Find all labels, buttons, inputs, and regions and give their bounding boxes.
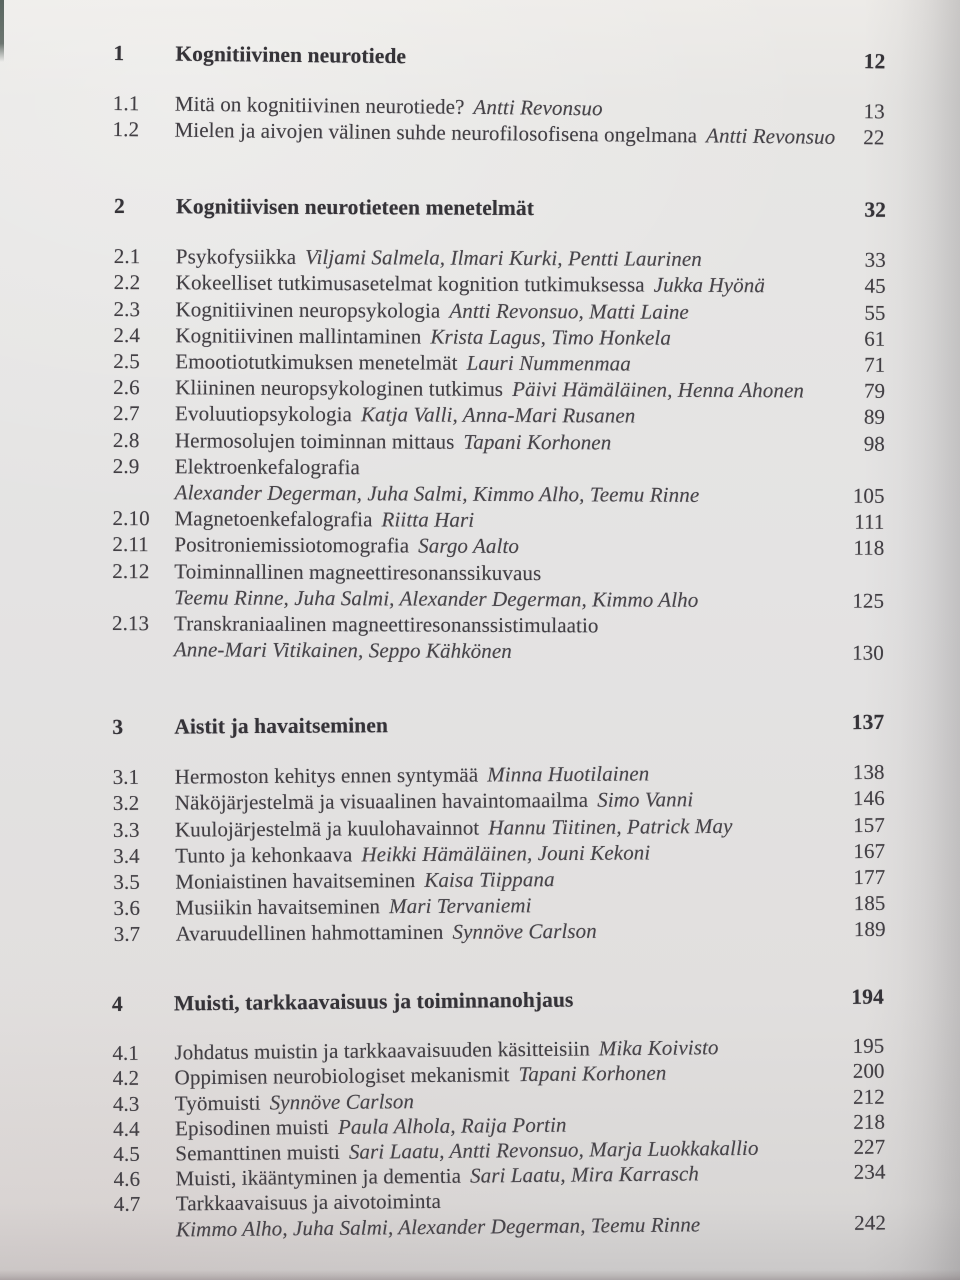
entry-authors: Anne-Mari Vitikainen, Seppo Kähkönen: [173, 637, 512, 663]
section-number: 3: [112, 714, 124, 740]
entry-page-number: 13: [863, 99, 885, 124]
entry-page-number: 71: [864, 352, 886, 377]
entry-page-number: 45: [864, 273, 886, 298]
entry-page-number: 200: [852, 1058, 885, 1083]
entry-authors: Tapani Korhonen: [518, 1060, 667, 1087]
entry-title: Kokeelliset tutkimusasetelmat kognition tutkimuksessa: [175, 270, 645, 297]
entry-page-number: 79: [863, 378, 886, 403]
toc-section: [112, 193, 886, 666]
section-title: Kognitiivisen neurotieteen menetelmät: [176, 193, 535, 220]
toc-section-entries: [112, 90, 885, 151]
entry-number: 4.6: [113, 1166, 141, 1191]
entry-title: Episodinen muisti: [174, 1114, 330, 1140]
entry-authors: Antti Revonsuo: [473, 95, 603, 121]
entry-number: 1.1: [112, 91, 140, 116]
entry-authors: Alexander Degerman, Juha Salmi, Kimmo Alho, Teemu Rinne: [174, 479, 700, 507]
entry-number: 2.10: [112, 505, 150, 531]
entry-title: Avaruudellinen hahmottaminen: [175, 920, 444, 947]
entry-title: Näköjärjestelmä ja visuaalinen havaintomaailma: [174, 788, 589, 816]
entry-number: 4.7: [113, 1191, 141, 1217]
entry-authors: Heikki Hämäläinen, Jouni Kekoni: [361, 840, 651, 867]
entry-title: Tunto ja kehonkaava: [175, 842, 353, 868]
entry-page-number: 189: [853, 917, 886, 942]
section-page-number: 32: [864, 197, 887, 222]
entry-number: 2.7: [113, 401, 140, 426]
entry-page-number: 22: [863, 125, 885, 150]
entry-title-cell: [174, 117, 836, 150]
entry-title: Muisti, ikääntyminen ja dementia: [175, 1163, 462, 1191]
entry-authors: Mika Koivisto: [598, 1035, 719, 1061]
entry-number: 4.2: [112, 1065, 140, 1091]
entry-authors: Simo Vanni: [597, 787, 694, 813]
entry-number: 3.6: [113, 896, 141, 921]
section-page-number: 137: [851, 709, 885, 735]
entry-title: Kliininen neuropsykologinen tutkimus: [175, 375, 504, 401]
section-title: Aistit ja havaitseminen: [174, 713, 389, 739]
photo-corner-artifact: [0, 0, 4, 62]
entry-title-cell: [175, 322, 815, 351]
entry-title-cell: [175, 400, 815, 429]
entry-authors: Jukka Hyönä: [653, 272, 766, 298]
entry-title: Transkraniaalinen magneettiresonanssistimulaatio: [173, 610, 599, 638]
entry-number: 2.4: [113, 322, 141, 347]
entry-title-cell: [175, 348, 815, 377]
entry-page-number: 55: [864, 299, 886, 324]
toc-entry: [113, 452, 885, 482]
toc-entry-authors-line: [112, 583, 884, 613]
entry-authors: Sari Laatu, Mira Karrasch: [469, 1161, 700, 1188]
section-number: 4: [111, 991, 123, 1016]
entry-page-number: 33: [864, 247, 886, 272]
entry-authors: Antti Revonsuo, Matti Laine: [449, 297, 689, 324]
entry-page-number: 157: [853, 812, 886, 837]
entry-page-number: 195: [852, 1033, 885, 1058]
entry-authors: Sargo Aalto: [418, 533, 520, 559]
entry-page-number: 61: [864, 326, 886, 351]
entry-authors: Tapani Korhonen: [463, 428, 612, 454]
entry-number: 3.3: [112, 817, 140, 842]
entry-title-cell: [174, 558, 814, 587]
entry-title: Mitä on kognitiivinen neurotiede?: [174, 91, 465, 120]
toc-entry: [112, 531, 884, 561]
entry-title-cell: [176, 917, 816, 947]
entry-title-cell: [175, 374, 815, 403]
entry-page-number: 212: [852, 1083, 885, 1109]
entry-page-number: 89: [863, 404, 886, 429]
entry-title-cell: [175, 427, 815, 456]
table-of-contents: [113, 40, 885, 1243]
entry-page-number: 130: [852, 640, 884, 665]
entry-number: 4.1: [112, 1040, 140, 1065]
entry-title: Kognitiivinen mallintaminen: [175, 322, 422, 348]
entry-title-cell: [174, 610, 814, 639]
entry-title: Työmuisti: [174, 1089, 261, 1115]
toc-entry: [113, 348, 885, 378]
toc-entry-authors-line: [113, 479, 885, 509]
entry-authors: Minna Huotilainen: [487, 761, 650, 787]
entry-number: 2.13: [111, 610, 150, 635]
toc-entry-authors-line: [112, 636, 884, 666]
entry-page-number: 242: [854, 1209, 887, 1235]
entry-title-cell: [176, 269, 816, 298]
entry-title: Kuulojärjestelmä ja kuulohavainnot: [174, 815, 480, 842]
toc-section-heading: [114, 193, 886, 223]
entry-number: 2.8: [112, 427, 140, 452]
entry-title: Hermoston kehitys ennen syntymää: [174, 762, 479, 789]
entry-title: Positroniemissiotomografia: [174, 532, 410, 558]
entry-number: 2.6: [113, 374, 140, 399]
entry-page-number: 111: [854, 509, 885, 534]
entry-title: Emootiotutkimuksen menetelmät: [175, 348, 458, 375]
entry-number: 3.2: [112, 791, 140, 816]
entry-title-cell: [174, 505, 814, 534]
entry-number: 1.2: [112, 117, 140, 142]
entry-authors: Antti Revonsuo: [706, 123, 836, 150]
toc-entry: [113, 321, 885, 351]
entry-title: Hermosolujen toiminnan mittaus: [174, 427, 455, 453]
entry-page-number: 177: [853, 864, 886, 890]
section-page-number: 194: [851, 984, 884, 1009]
entry-number: 4.5: [113, 1141, 141, 1166]
entry-authors: Viljami Salmela, Ilmari Kurki, Pentti Laurinen: [305, 244, 702, 271]
entry-title-cell: [175, 453, 815, 482]
toc-section: [112, 40, 885, 151]
entry-authors: Krista Lagus, Timo Honkela: [430, 323, 672, 350]
toc-section: [112, 709, 886, 948]
entry-page-number: 125: [852, 588, 885, 613]
entry-title: Oppimisen neurobiologiset mekanismit: [174, 1062, 510, 1090]
entry-number: 2.5: [113, 348, 140, 373]
entry-authors: Paula Alhola, Raija Portin: [337, 1112, 567, 1139]
toc-entry: [113, 400, 885, 430]
page-bottom-shadow: [0, 1270, 960, 1280]
entry-number: 2.1: [113, 243, 141, 268]
toc-section-heading: [112, 984, 884, 1017]
toc-entry: [112, 610, 884, 640]
toc-section-entries: [112, 1033, 886, 1242]
section-page-number: 12: [863, 49, 886, 74]
entry-title-cell: [176, 296, 816, 325]
toc-section-heading: [112, 709, 884, 740]
entry-authors: Riitta Hari: [381, 507, 475, 532]
entry-authors: Kaisa Tiippana: [424, 867, 555, 893]
entry-page-number: 138: [852, 760, 885, 785]
entry-page-number: 234: [853, 1159, 886, 1184]
toc-entry: [112, 557, 884, 587]
entry-number: 3.5: [113, 869, 140, 895]
entry-title: Kognitiivinen neuropsykologia: [175, 296, 441, 322]
section-title: Kognitiivinen neurotiede: [175, 41, 407, 69]
entry-authors: Synnöve Carlson: [269, 1088, 415, 1114]
entry-page-number: 105: [852, 483, 885, 508]
entry-title: Johdatus muistin ja tarkkaavaisuuden käsitteisiin: [174, 1036, 590, 1065]
entry-title: Tarkkaavaisuus ja aivotoiminta: [175, 1188, 442, 1216]
toc-section-entries: [113, 759, 886, 948]
entry-authors: Synnöve Carlson: [452, 919, 597, 945]
entry-number: 2.11: [112, 532, 149, 557]
entry-page-number: 118: [853, 535, 885, 560]
toc-entry: [114, 295, 886, 325]
toc-entry: [114, 269, 886, 299]
section-title: Muisti, tarkkaavaisuus ja toiminnanohjaus: [173, 987, 574, 1016]
entry-number: 2.3: [113, 296, 141, 321]
section-number: 1: [113, 41, 125, 66]
entry-number: 2.12: [112, 558, 150, 583]
entry-number: 2.9: [112, 453, 140, 478]
entry-number: 2.2: [113, 270, 141, 295]
entry-page-number: 185: [853, 891, 886, 916]
entry-title: Magnetoenkefalografia: [174, 506, 373, 532]
toc-section-entries: [112, 243, 886, 666]
entry-authors: Lauri Nummenmaa: [466, 350, 631, 376]
entry-authors: Päivi Hämäläinen, Henna Ahonen: [512, 376, 805, 403]
entry-title: Semanttinen muisti: [175, 1139, 341, 1166]
entry-authors: Hannu Tiitinen, Patrick May: [488, 813, 733, 840]
toc-section-heading: [113, 40, 885, 75]
entry-page-number: [816, 1204, 886, 1205]
toc-section: [112, 984, 886, 1242]
page-edge-shadow: [900, 0, 960, 1280]
entry-title: Moniaistinen havaitseminen: [175, 868, 416, 894]
entry-title: Mielen ja aivojen välinen suhde neurofilosofisena ongelmana: [174, 118, 698, 148]
entry-page-number: 218: [853, 1109, 886, 1134]
entry-page-number: 146: [852, 786, 885, 811]
entry-title: Elektroenkefalografia: [174, 453, 361, 479]
entry-number: 3.4: [113, 843, 140, 868]
entry-authors: Mari Tervaniemi: [389, 893, 532, 919]
entry-page-number: 227: [853, 1134, 886, 1159]
section-number: 2: [114, 193, 126, 218]
entry-page-number: 167: [853, 838, 886, 863]
entry-authors: Kimmo Alho, Juha Salmi, Alexander Degerman, Teemu Rinne: [175, 1211, 701, 1241]
entry-title: Psykofysiikka: [175, 244, 297, 269]
entry-number: 4.3: [112, 1091, 140, 1116]
toc-entry: [113, 374, 885, 404]
entry-title-cell: [176, 243, 816, 272]
entry-title: Evoluutiopsykologia: [175, 401, 353, 427]
entry-authors: Sari Laatu, Antti Revonsuo, Marja Luokkakallio: [348, 1135, 759, 1164]
entry-title-cell: [174, 531, 814, 560]
entry-number: 4.4: [112, 1116, 140, 1141]
entry-authors: Katja Valli, Anna-Mari Rusanen: [360, 402, 636, 428]
toc-entry: [113, 426, 885, 456]
toc-entry: [114, 243, 886, 273]
entry-page-number: 98: [863, 430, 885, 456]
entry-number-spacer: [114, 1236, 176, 1237]
toc-entry: [114, 916, 886, 947]
entry-title: Musiikin havaitseminen: [175, 894, 381, 920]
entry-number: 3.1: [112, 765, 140, 790]
toc-entry: [112, 505, 884, 535]
entry-authors: Teemu Rinne, Juha Salmi, Alexander Degerman, Kimmo Alho: [174, 584, 699, 612]
entry-number: 3.7: [113, 922, 141, 947]
entry-title: Toiminnallinen magneettiresonanssikuvaus: [174, 558, 542, 585]
